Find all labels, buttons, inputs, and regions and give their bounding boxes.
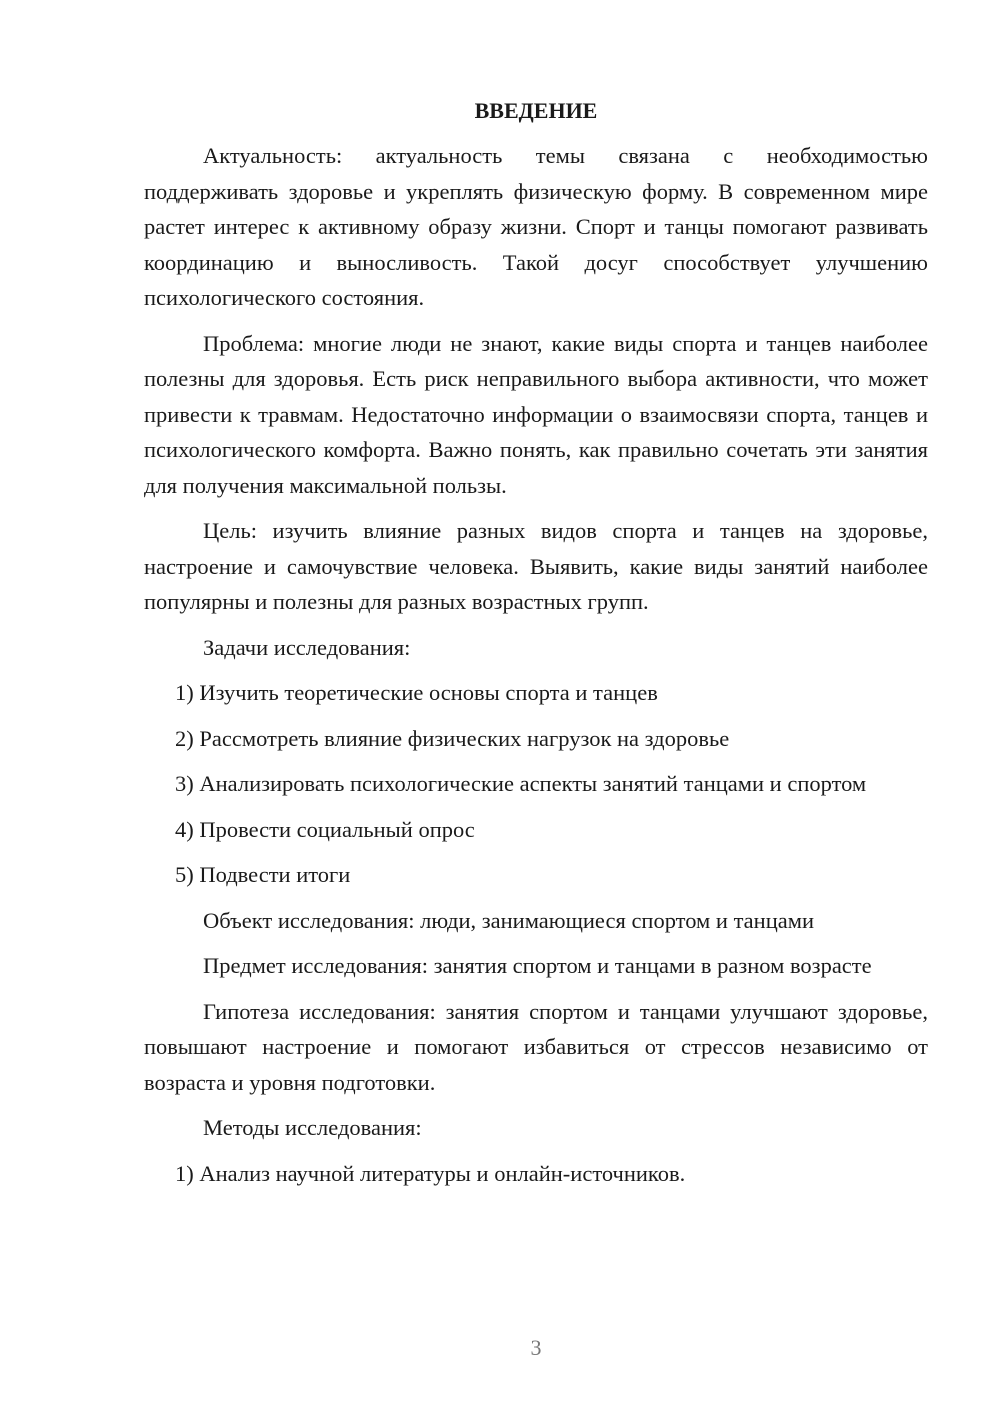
problem-paragraph: Проблема: многие люди не знают, какие виды спорта и танцев наиболее полезны для здоровья. Есть риск неправильного выбора активности, что может привести к травмам. Недостаточно информации о взаимосвязи спорта, танцев и психологического комфорта. Важно понять, как правильно сочетать эти занятия для получения максимальной пользы. [144, 330, 928, 498]
hypothesis-paragraph: Гипотеза исследования: занятия спортом и танцами улучшают здоровье, повышают настроение и помогают избавиться от стрессов независимо от возраста и уровня подготовки. [144, 998, 928, 1095]
page-number: 3 [530, 1335, 542, 1360]
goal-paragraph: Цель: изучить влияние разных видов спорта и танцев на здоровье, настроение и самочувствие человека. Выявить, какие виды занятий наиболее популярны и полезны для разных возрастных групп. [144, 518, 928, 614]
document-page [144, 96, 928, 1201]
task-item-5: 5) Подвести итоги [175, 862, 351, 887]
task-item-3: 3) Анализировать психологические аспекты занятий танцами и спортом [175, 771, 867, 796]
task-item-4: 4) Провести социальный опрос [175, 816, 475, 842]
method-item-1: 1) Анализ научной литературы и онлайн-источников. [175, 1160, 686, 1186]
section-title: ВВЕДЕНИЕ [474, 98, 598, 123]
relevance-paragraph: Актуальность: актуальность темы связана с необходимостью поддерживать здоровье и укреплять физическую форму. В современном мире растет интерес к активному образу жизни. Спорт и танцы помогают развивать координацию и выносливость. Такой досуг способствует улучшению психологического состояния. [144, 143, 928, 310]
methods-heading: Методы исследования: [203, 1115, 422, 1140]
tasks-heading: Задачи исследования: [203, 634, 411, 660]
task-item-1: 1) Изучить теоретические основы спорта и танцев [175, 680, 658, 705]
subject-paragraph: Предмет исследования: занятия спортом и танцами в разном возрасте [203, 953, 872, 978]
object-paragraph: Объект исследования: люди, занимающиеся спортом и танцами [203, 907, 815, 933]
task-item-2: 2) Рассмотреть влияние физических нагрузок на здоровье [175, 725, 730, 751]
